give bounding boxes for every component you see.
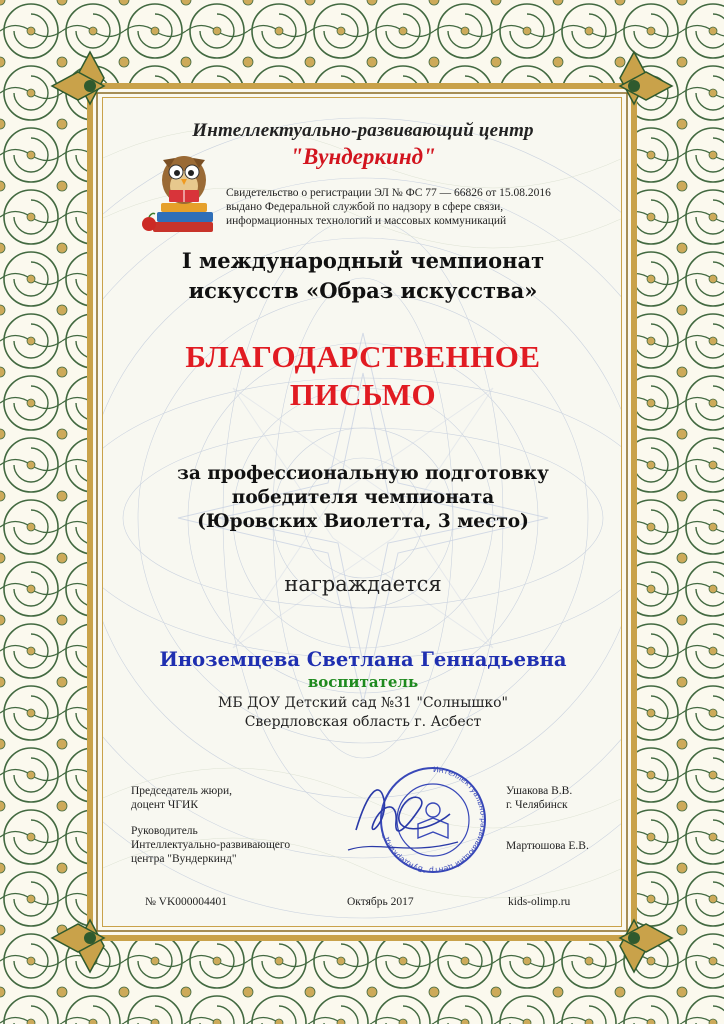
registration-line: Свидетельство о регистрации ЭЛ № ФС 77 — 66826 от 15.08.2016 [226, 187, 551, 199]
document-type-line: БЛАГОДАРСТВЕННОЕ [185, 339, 541, 374]
official-stamp [338, 760, 488, 880]
award-reason [103, 462, 622, 534]
registration-info [226, 186, 621, 228]
recipient-name: Иноземцева Светлана Геннадьевна [159, 648, 567, 671]
head-role-line: центра "Вундеркинд" [131, 853, 237, 865]
reason-line: (Юровских Виолетта, 3 место) [197, 511, 529, 532]
recipient-location: Свердловская область г. Асбест [244, 714, 482, 730]
championship-line: искусств «Образ искусства» [188, 278, 538, 303]
jury-signatory [506, 784, 572, 812]
document-type-heading [103, 338, 622, 414]
recipient-institution-block [103, 694, 622, 732]
registration-line: выдано Федеральной службой по надзору в сфере связи, [226, 201, 504, 213]
certificate-content [103, 98, 622, 927]
org-title: Интеллектуально-развивающий центр [192, 120, 534, 141]
reason-line: за профессиональную подготовку [177, 463, 549, 484]
championship-title [103, 246, 622, 306]
head-role [131, 824, 290, 866]
recipient-position: воспитатель [307, 673, 419, 691]
reason-line: победителя чемпионата [231, 487, 495, 508]
jury-role-line: доцент ЧГИК [131, 799, 199, 811]
website-link[interactable]: kids-olimp.ru [508, 896, 571, 908]
document-type-line: ПИСЬМО [289, 377, 437, 412]
head-role-line: Руководитель [131, 825, 198, 837]
awarded-label: награждается [284, 572, 442, 596]
registration-line: информационных технологий и массовых коммуникаций [226, 215, 507, 227]
org-name: "Вундеркинд" [290, 144, 436, 169]
jury-role [131, 784, 232, 812]
championship-line: I международный чемпионат [181, 248, 545, 273]
head-name: Мартюшова Е.В. [506, 840, 589, 852]
head-role-line: Интеллектуально-развивающего [131, 839, 291, 851]
owl-logo [141, 146, 221, 238]
jury-role-line: Председатель жюри, [131, 785, 233, 797]
certificate-number: № VK000004401 [145, 896, 227, 908]
jury-city: г. Челябинск [506, 799, 568, 811]
certificate-date: Октябрь 2017 [347, 896, 414, 908]
stamp-text: Интеллектуально-развивающий центр "Вундеркинд" [380, 764, 488, 876]
recipient-institution: МБ ДОУ Детский сад №31 "Солнышко" [218, 695, 508, 711]
certificate-body [102, 97, 622, 927]
jury-name: Ушакова В.В. [506, 785, 573, 797]
